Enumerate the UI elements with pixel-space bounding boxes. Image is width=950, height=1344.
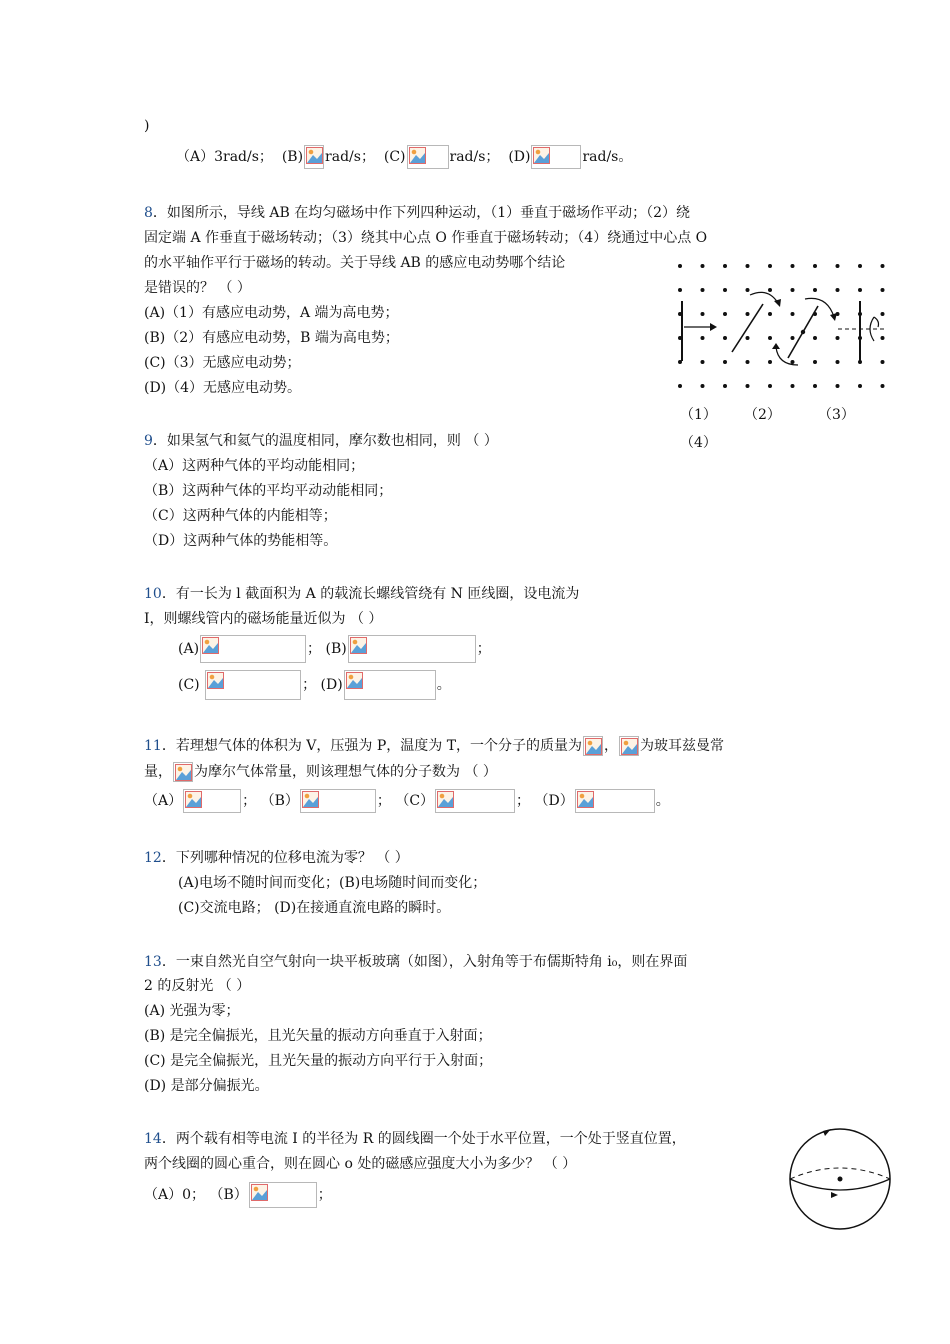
formula-image-icon bbox=[300, 789, 376, 813]
q8-line4: 是错误的？ （ ） bbox=[144, 280, 251, 296]
field-dot bbox=[723, 336, 727, 340]
field-dot bbox=[836, 264, 840, 268]
field-dot bbox=[813, 264, 817, 268]
field-dot bbox=[768, 312, 772, 316]
field-dot bbox=[701, 384, 705, 388]
question-number: 13 bbox=[144, 954, 162, 970]
field-dot bbox=[881, 312, 885, 316]
question-text: ， bbox=[604, 738, 619, 754]
q9-line1 bbox=[144, 431, 498, 451]
field-dot bbox=[791, 264, 795, 268]
field-dot bbox=[881, 264, 885, 268]
question-number: 12 bbox=[144, 850, 162, 866]
question-text: ．有一长为 l 截面积为 A 的载流长螺线管绕有 N 匝线圈，设电流为 bbox=[161, 586, 580, 602]
q11-option-d-label: ； （D） bbox=[516, 793, 574, 809]
q10-option-d-suffix: 。 bbox=[436, 677, 451, 693]
field-dot bbox=[723, 360, 727, 364]
formula-image-icon bbox=[304, 145, 324, 169]
q11-option-c-label: ； （C） bbox=[376, 793, 435, 809]
q13-option-b: (B) 是完全偏振光，且光矢量的振动方向垂直于入射面； bbox=[144, 1028, 492, 1044]
q13-line1 bbox=[144, 952, 687, 972]
question-text: ．下列哪种情况的位移电流为零？ （ ） bbox=[161, 850, 409, 866]
q8-option-c: (C)（3）无感应电动势； bbox=[144, 355, 301, 371]
question-text: ．两个载有相等电流 I 的半径为 R 的圆线圈一个处于水平位置，一个处于竖直位置， bbox=[161, 1131, 686, 1147]
field-dot bbox=[813, 288, 817, 292]
field-dot bbox=[701, 288, 705, 292]
field-dot bbox=[678, 264, 682, 268]
question-text: ．如果氢气和氦气的温度相同，摩尔数也相同，则 （ ） bbox=[152, 433, 498, 449]
q11-line1 bbox=[144, 736, 724, 756]
field-dot bbox=[836, 336, 840, 340]
fig-label-1: （1） bbox=[680, 407, 717, 423]
q8-line2: 固定端 A 作垂直于磁场转动；（3）绕其中心点 O 作垂直于磁场转动；（4）绕通过中心点 O bbox=[144, 230, 708, 246]
formula-image-icon bbox=[531, 145, 581, 169]
field-dot bbox=[791, 336, 795, 340]
fig-label-2: （2） bbox=[744, 407, 781, 423]
formula-image-icon bbox=[619, 736, 639, 756]
field-dot bbox=[746, 384, 750, 388]
q11-options bbox=[144, 788, 670, 814]
field-dot bbox=[723, 312, 727, 316]
q10-line2: I，则螺线管内的磁场能量近似为 （ ） bbox=[144, 611, 383, 627]
field-dot bbox=[791, 288, 795, 292]
q10-option-b-suffix: ； bbox=[476, 641, 491, 657]
q8-line3: 的水平轴作平行于磁场的转动。关于导线 AB 的感应电动势哪个结论 bbox=[144, 255, 566, 271]
q10-option-a-label: (A) bbox=[178, 641, 200, 657]
field-dot bbox=[858, 264, 862, 268]
q11-option-a-label: （A） bbox=[144, 793, 183, 809]
q13-line2: 2 的反射光 （ ） bbox=[144, 978, 251, 994]
formula-image-icon bbox=[348, 635, 476, 663]
formula-image-icon bbox=[200, 635, 306, 663]
field-dot bbox=[723, 384, 727, 388]
q10-option-b-label: ； (B) bbox=[307, 641, 347, 657]
field-dot bbox=[768, 288, 772, 292]
question-text: 为摩尔气体常量，则该理想气体的分子数为 （ ） bbox=[194, 764, 497, 780]
formula-image-icon bbox=[583, 736, 603, 756]
q9-option-c: （C）这两种气体的内能相等； bbox=[144, 508, 337, 524]
field-dot bbox=[791, 384, 795, 388]
q8-option-b: (B)（2）有感应电动势，B 端为高电势； bbox=[144, 330, 399, 346]
field-dot bbox=[701, 264, 705, 268]
field-dot bbox=[813, 336, 817, 340]
q9-option-b: （B）这两种气体的平均平动动能相同； bbox=[144, 483, 393, 499]
question-number: 9 bbox=[144, 433, 153, 449]
q14-option-ab-label: （A）0； （B） bbox=[144, 1187, 248, 1203]
q10-option-c-label: (C) bbox=[178, 677, 200, 693]
q14-option-b-suffix: ； bbox=[317, 1187, 332, 1203]
question-text: ．若理想气体的体积为 V，压强为 P，温度为 T，一个分子的质量为 bbox=[161, 738, 583, 754]
q7-tail: ) bbox=[144, 118, 150, 134]
field-dot bbox=[678, 384, 682, 388]
q7-option-a: （A）3rad/s； bbox=[176, 149, 273, 165]
field-dot bbox=[881, 288, 885, 292]
q11-option-d-suffix: 。 bbox=[655, 793, 670, 809]
formula-image-icon bbox=[249, 1182, 317, 1208]
field-dot bbox=[701, 312, 705, 316]
question-text: 量， bbox=[144, 764, 172, 780]
field-dot bbox=[768, 264, 772, 268]
q7-option-d-label: (D) bbox=[508, 149, 531, 165]
q10-line1 bbox=[144, 584, 579, 604]
field-dot bbox=[701, 336, 705, 340]
field-dot bbox=[746, 360, 750, 364]
q13-option-a: (A) 光强为零； bbox=[144, 1003, 240, 1019]
question-number: 10 bbox=[144, 586, 162, 602]
field-dot bbox=[836, 288, 840, 292]
q7-option-b-unit: rad/s； bbox=[325, 149, 375, 165]
q12-line2: (A)电场不随时间而变化；(B)电场随时间而变化； bbox=[178, 875, 487, 891]
field-dot bbox=[836, 360, 840, 364]
formula-image-icon bbox=[435, 789, 515, 813]
q13-option-c: (C) 是完全偏振光，且光矢量的振动方向平行于入射面； bbox=[144, 1053, 493, 1069]
q13-option-d: (D) 是部分偏振光。 bbox=[144, 1078, 269, 1094]
q10-options-cd bbox=[178, 670, 451, 700]
q8-option-a: (A)（1）有感应电动势，A 端为高电势； bbox=[144, 305, 399, 321]
field-dot bbox=[881, 360, 885, 364]
q14-line2: 两个线圈的圆心重合，则在圆心 o 处的磁感应强度大小为多少？ （ ） bbox=[144, 1156, 577, 1172]
formula-image-icon bbox=[205, 670, 301, 700]
field-dot bbox=[746, 336, 750, 340]
field-dot bbox=[746, 312, 750, 316]
q11-option-b-label: ； （B） bbox=[242, 793, 299, 809]
q12-line1 bbox=[144, 848, 409, 868]
question-number: 14 bbox=[144, 1131, 162, 1147]
field-dot bbox=[813, 384, 817, 388]
question-text: ．一束自然光自空气射向一块平板玻璃（如图），入射角等于布儒斯特角 i₀，则在界面 bbox=[161, 954, 688, 970]
formula-image-icon bbox=[173, 762, 193, 782]
fig-label-3: （3） bbox=[818, 407, 855, 423]
field-dot bbox=[723, 264, 727, 268]
question-number: 11 bbox=[144, 738, 162, 754]
field-dot bbox=[768, 384, 772, 388]
q7-options bbox=[176, 145, 632, 169]
field-dot bbox=[881, 384, 885, 388]
q7-option-c-label: (C) bbox=[383, 149, 406, 165]
field-dot bbox=[791, 360, 795, 364]
field-dot bbox=[768, 360, 772, 364]
field-dot bbox=[881, 336, 885, 340]
formula-image-icon bbox=[407, 145, 449, 169]
q9-option-d: （D）这两种气体的势能相等。 bbox=[144, 533, 338, 549]
field-dot bbox=[858, 288, 862, 292]
magnetic-field-figure bbox=[670, 255, 900, 400]
q10-option-d-label: ； (D) bbox=[302, 677, 343, 693]
q14-line1 bbox=[144, 1129, 686, 1149]
field-dot bbox=[791, 312, 795, 316]
field-dot bbox=[746, 264, 750, 268]
q8-line1 bbox=[144, 203, 690, 223]
formula-image-icon bbox=[575, 789, 655, 813]
q7-option-c-unit: rad/s； bbox=[449, 149, 500, 165]
two-coils-sphere-figure bbox=[787, 1127, 893, 1231]
field-dot bbox=[678, 288, 682, 292]
field-dot bbox=[768, 336, 772, 340]
field-dot bbox=[701, 360, 705, 364]
formula-image-icon bbox=[183, 789, 241, 813]
q7-option-b-label: (B) bbox=[281, 149, 304, 165]
question-text: ．如图所示，导线 AB 在均匀磁场中作下列四种运动，（1）垂直于磁场作平动；（2）绕 bbox=[152, 205, 691, 221]
q9-option-a: （A）这两种气体的平均动能相同； bbox=[144, 458, 365, 474]
q8-option-d: (D)（4）无感应电动势。 bbox=[144, 380, 302, 396]
field-dot bbox=[836, 384, 840, 388]
question-text: 为玻耳兹曼常 bbox=[640, 738, 725, 754]
field-dot bbox=[813, 360, 817, 364]
fig-label-4: （4） bbox=[680, 435, 717, 451]
q14-options bbox=[144, 1181, 332, 1209]
field-dot bbox=[858, 384, 862, 388]
formula-image-icon bbox=[344, 670, 436, 700]
question-number: 8 bbox=[144, 205, 153, 221]
q11-line2 bbox=[144, 762, 497, 782]
q12-line3: (C)交流电路； (D)在接通直流电路的瞬时。 bbox=[178, 900, 451, 916]
field-dot bbox=[746, 288, 750, 292]
q10-options-ab bbox=[178, 634, 491, 664]
field-dot bbox=[723, 288, 727, 292]
q7-option-d-unit: rad/s。 bbox=[582, 149, 633, 165]
